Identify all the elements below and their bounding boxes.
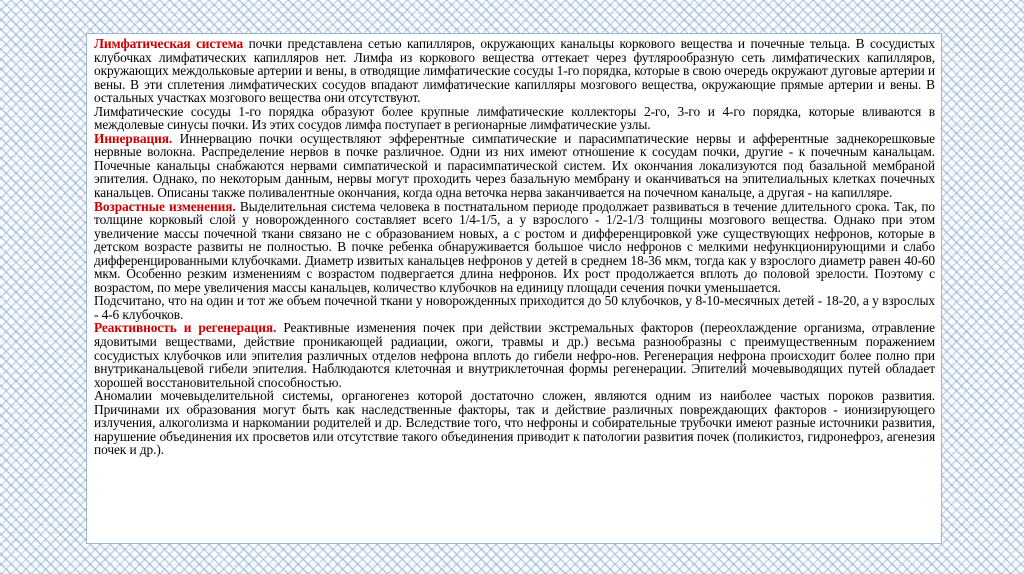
- paragraph: [94, 132, 935, 200]
- paragraph-text: Подсчитано, что на один и тот же объем почечной ткани у новорожденных приходится до 50 клубочков, у 8-10-месячных детей - 18-20, а у взрослых - 4-6 клубочков.: [94, 293, 935, 322]
- paragraph-text: Иннервацию почки осуществляют эфферентные симпатические и парасимпатические нервы и афферентные заднекорешковые нервные волокна. Распределение нервов в почке различное. Одни из них имеют отношение к сосудам почки, другие - к почечным канальцам. Почечные канальцы снабжаются нервами симпатической и парасимпатической систем. Их окончания локализуются под базальной мембраной эпителия. Однако, по некоторым данным, нервы могут проходить через базальную мембрану и оканчиваться на эпителиальных клетках почечных канальцев. Описаны также поливалентные окончания, когда одна веточка нерва заканчивается на почечном канальце, а другая - на капилляре.: [94, 130, 935, 201]
- paragraph-text: Аномалии мочевыделительной системы, органогенез которой достаточно сложен, являются одним из наиболее частых пороков развития. Причинами их образования могут быть как наследственные факторы, так и действие различных повреждающих факторов - ионизирующего излучения, алкоголизма и наркомании родителей и др. Вследствие того, что нефроны и собирательные трубочки имеют разные источники развития, нарушение объединения их просветов или отсутствие такого объединения приводит к патологии развития почек (поликистоз, гидронефроз, агенезия почек и др.).: [94, 388, 935, 458]
- paragraph-lead: Лимфатическая система: [94, 36, 244, 51]
- paragraph-text: почки представлена сетью капилляров, окружающих канальцы коркового вещества и почечные тельца. В сосудистых клубочках лимфатических капилляров нет. Лимфа из коркового вещества оттекает через футлярообразную сеть лимфатических капилляров, окружающих междольковые артерии и вены, в отводящие лимфатические сосуды 1-го порядка, которые в свою очередь окружают дуговые артерии и вены. В эти сплетения лимфатических сосудов впадают лимфатические капилляры мозгового вещества, окружающие прямые артерии и вены. В остальных участках мозгового вещества они отсутствуют.: [94, 36, 936, 106]
- document-text: [94, 37, 935, 457]
- paragraph: [94, 37, 935, 105]
- paragraph-lead: Иннервация.: [94, 130, 173, 146]
- paragraph-text: Выделительная система человека в постнатальном периоде продолжает развиваться в течение длительного срока. Так, по толщине корковый слой у новорожденного составляет всего 1/4-1/5, а у взрослого - 1/2-1/3 толщины мозгового вещества. Однако при этом увеличение массы почечной ткани связано не с образованием новых, а с ростом и дифференцировкой уже существующих нефронов, которые в детском возрасте развиты не полностью. В почке ребенка обнаруживается большое число нефронов с мелкими нефункционирующими и слабо дифференцированными клубочками. Диаметр извитых канальцев нефронов у детей в среднем 18-36 мкм, тогда как у взрослого диаметр равен 40-60 мкм. Особенно резким изменениям с возрастом подвергается длина нефронов. Их рост продолжается вплоть до половой зрелости. Поэтому с возрастом, по мере увеличения массы канальцев, количество клубочков на единицу площади сечения почки уменьшается.: [94, 198, 935, 295]
- paragraph-lead: Реактивность и регенерация.: [94, 320, 277, 336]
- paragraph-lead: Возрастные изменения.: [94, 198, 236, 214]
- paragraph: [94, 321, 935, 389]
- text-card: [86, 33, 942, 544]
- paragraph: [94, 389, 935, 457]
- paragraph: [94, 105, 935, 132]
- paragraph-text: Лимфатические сосуды 1-го порядка образуют более крупные лимфатические коллекторы 2-го, 3-го и 4-го порядка, которые вливаются в междолевые синусы почки. Из этих сосудов лимфа поступает в регионарные лимфатические узлы.: [94, 103, 935, 133]
- paragraph: [94, 200, 935, 295]
- paragraph-text: Реактивные изменения почек при действии экстремальных факторов (переохлаждение организма, отравление ядовитыми веществами, действие проникающей радиации, ожоги, травмы и др.) весьма разнообразны с преимущественным поражением сосудистых клубочков или эпителия различных отделов нефрона вплоть до гибели нефро-нов. Регенерация нефрона происходит более полно при внутриканальцевой гибели эпителия. Наблюдаются клеточная и внутриклеточная формы регенерации. Эпителий мочевыводящих путей обладает хорошей восстановительной способностью.: [94, 320, 936, 390]
- paragraph: [94, 294, 935, 321]
